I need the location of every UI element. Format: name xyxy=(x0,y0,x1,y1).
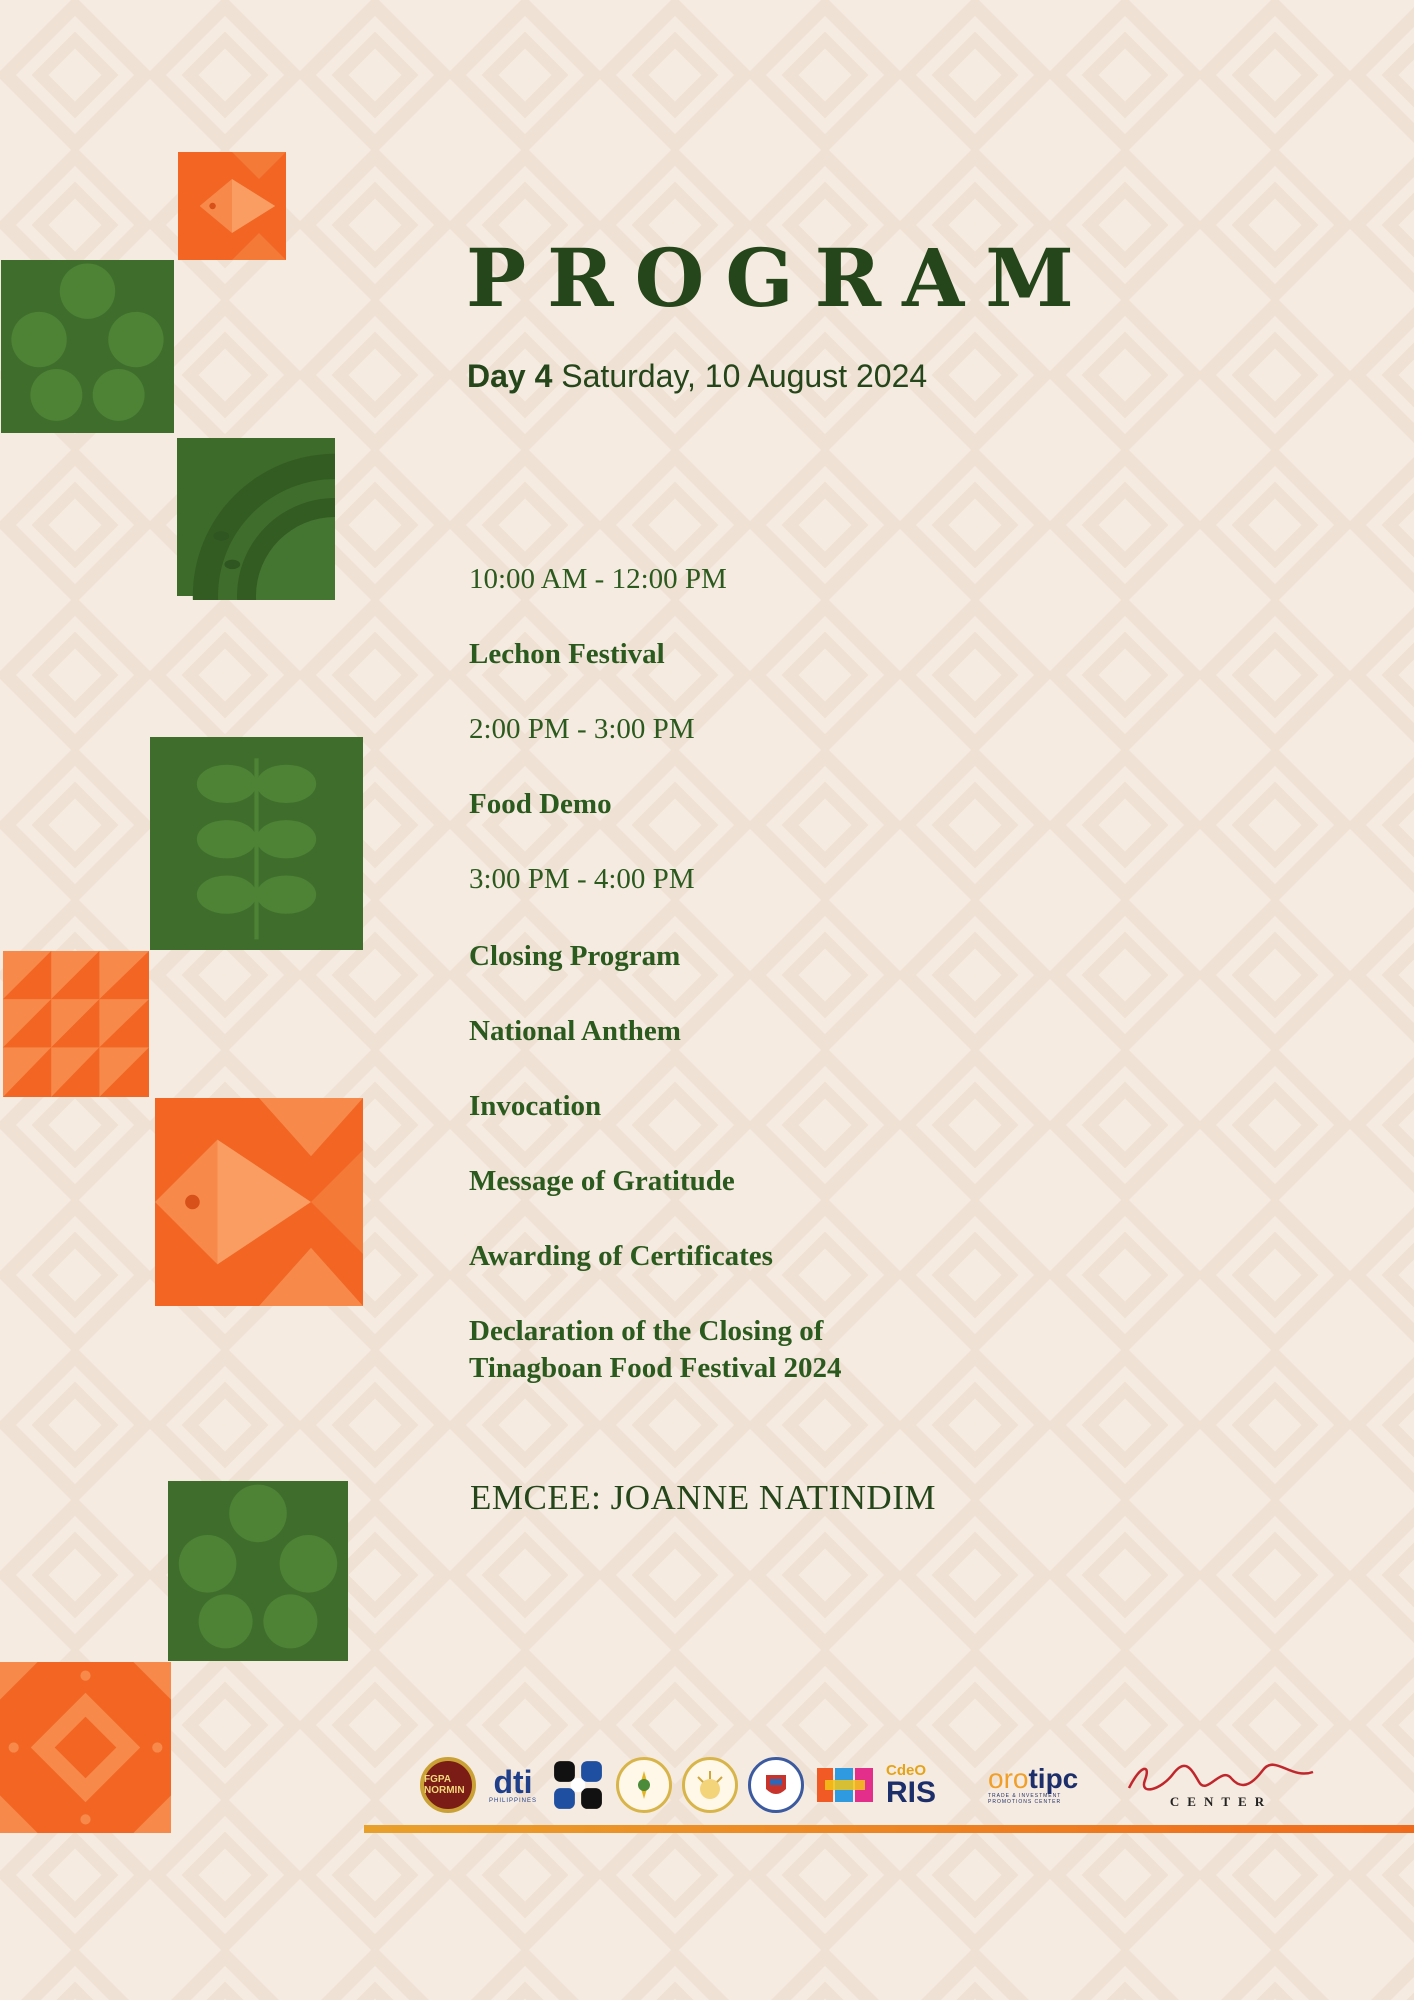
oro-tipc-logo: orotipc TRADE & INVESTMENT PROMOTIONS CENTER xyxy=(988,1763,1079,1805)
partner-logos-row xyxy=(420,1745,1400,1825)
event-lechon-festival: Lechon Festival xyxy=(469,638,665,670)
orange-diamond-tile xyxy=(0,1662,171,1833)
fgpa-normin-logo: FGPA NORMIN xyxy=(420,1757,476,1813)
cdeo-ris-logo: CdeO RIS xyxy=(886,1761,937,1809)
date-subtitle xyxy=(467,358,927,395)
orange-fish-tile-small xyxy=(178,152,286,260)
orange-fish-tile-large xyxy=(154,1098,364,1306)
green-flower-tile-bottom xyxy=(168,1481,348,1661)
emcee-name: EMCEE: JOANNE NATINDIM xyxy=(470,1478,936,1517)
time-slot-2: 2:00 PM - 3:00 PM xyxy=(469,713,695,745)
footer-accent-bar xyxy=(364,1825,1414,1833)
green-arc-tile xyxy=(177,434,335,600)
bxg-logo xyxy=(814,1757,876,1813)
event-message-of-gratitude: Message of Gratitude xyxy=(469,1165,735,1197)
date-text: Saturday, 10 August 2024 xyxy=(561,358,928,394)
event-closing-program: Closing Program xyxy=(469,940,681,972)
page-title: PROGRAM xyxy=(466,231,1095,325)
center-signature-logo: CENTER xyxy=(1116,1760,1326,1810)
event-national-anthem: National Anthem xyxy=(469,1015,681,1047)
green-leaf-tile xyxy=(150,737,363,950)
dti-logo: dti PHILIPPINES xyxy=(488,1764,537,1804)
declaration-line-2: Tinagboan Food Festival 2024 xyxy=(469,1352,842,1384)
time-slot-1: 10:00 AM - 12:00 PM xyxy=(469,563,727,595)
time-slot-3: 3:00 PM - 4:00 PM xyxy=(469,863,695,895)
orange-triangle-grid-tile xyxy=(2,951,150,1097)
event-awarding-of-certificates: Awarding of Certificates xyxy=(469,1240,773,1272)
day-label: Day 4 xyxy=(467,358,553,394)
green-flower-tile-top xyxy=(0,260,175,433)
event-invocation: Invocation xyxy=(469,1090,602,1122)
cagayan-de-oro-city-seal xyxy=(748,1757,804,1813)
declaration-line-1: Declaration of the Closing of xyxy=(469,1315,824,1347)
department-of-tourism-seal xyxy=(682,1757,738,1813)
event-food-demo: Food Demo xyxy=(469,788,612,820)
event-declaration-of-closing xyxy=(469,1313,842,1387)
department-of-agriculture-seal xyxy=(616,1757,672,1813)
dost-logo xyxy=(550,1757,606,1813)
